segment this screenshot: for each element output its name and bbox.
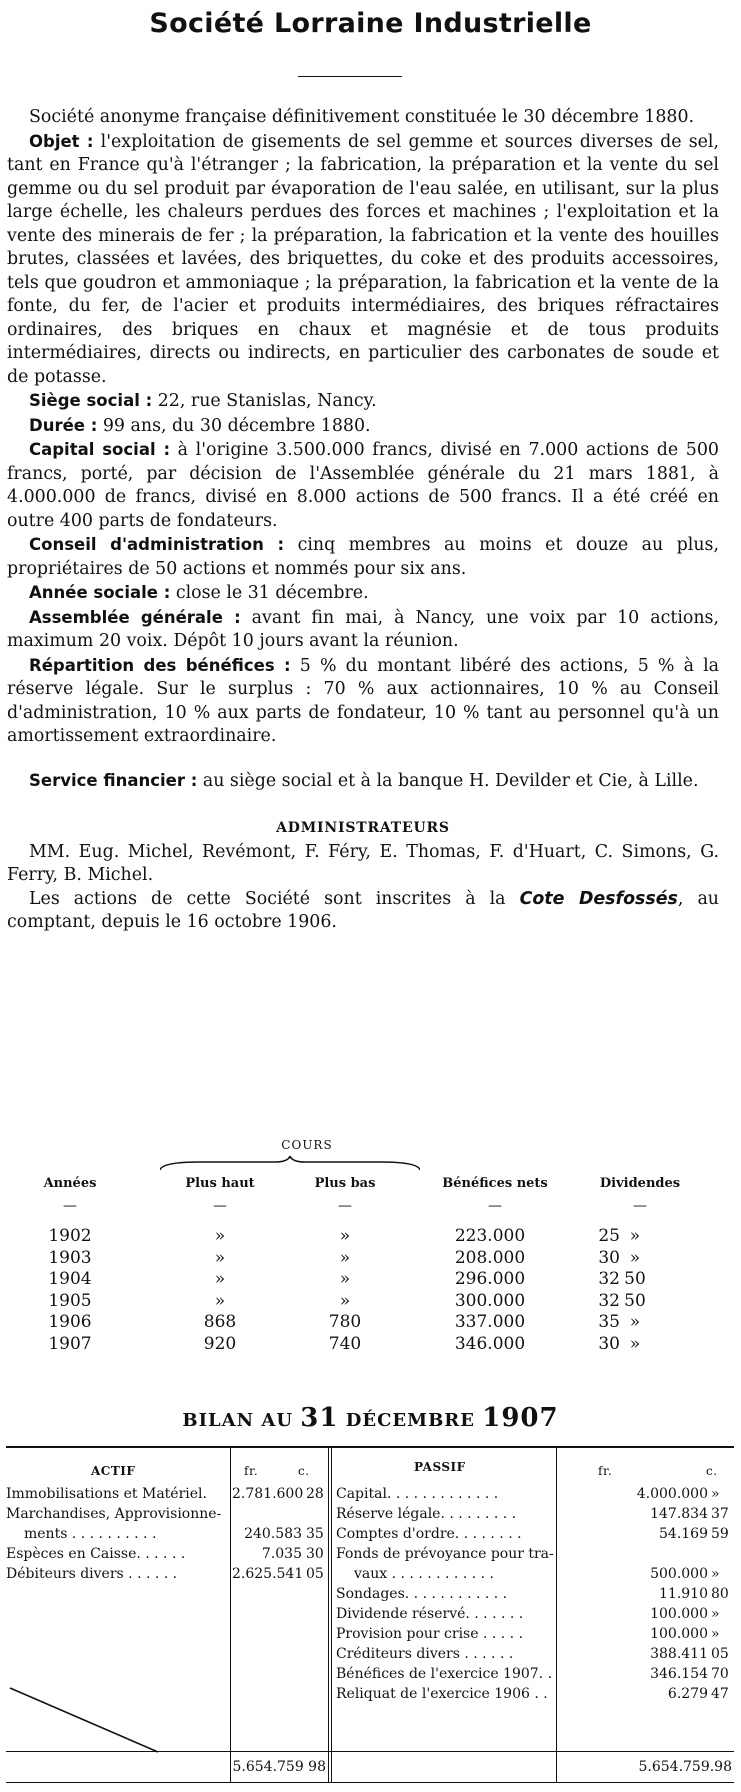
bilan-divider-1 bbox=[230, 1446, 231, 1782]
table-cell: 35 bbox=[598, 1312, 620, 1333]
administrateurs-heading: ADMINISTRATEURS bbox=[276, 820, 450, 836]
header-plus-haut: Plus haut bbox=[185, 1176, 255, 1191]
table-cell: 50 bbox=[624, 1290, 646, 1311]
table-cell: » bbox=[339, 1226, 351, 1246]
dash-annees: — bbox=[63, 1198, 77, 1214]
table-row bbox=[0, 1248, 741, 1271]
table-cell: 868 bbox=[203, 1312, 237, 1333]
bilan-row-centimes: 70 bbox=[711, 1666, 729, 1682]
table-cell: 1904 bbox=[48, 1269, 92, 1290]
table-cell: 337.000 bbox=[454, 1312, 526, 1333]
document-title: Société Lorraine Industrielle bbox=[149, 8, 592, 39]
table-cell: » bbox=[339, 1290, 351, 1311]
table-cell: 1903 bbox=[48, 1247, 92, 1268]
total-passif: 5.654.759.98 bbox=[638, 1759, 732, 1775]
table-cell: » bbox=[629, 1312, 641, 1333]
bilan-row-label: Dividende réservé. . . . . . . bbox=[336, 1606, 524, 1622]
table-cell: » bbox=[214, 1247, 226, 1268]
actif-header: ACTIF bbox=[91, 1464, 136, 1478]
table-cell: 50 bbox=[624, 1269, 646, 1290]
table-cell: 25 bbox=[598, 1226, 620, 1246]
section-conseil: Conseil d'administration : cinq membres au moins et douze au plus, propriétaires de 50 actions et nommés pour six ans. bbox=[7, 535, 719, 579]
bilan-row-centimes: » bbox=[711, 1626, 720, 1642]
bilan-row-label: Créditeurs divers . . . . . . bbox=[336, 1646, 514, 1662]
bilan-row-label: Réserve légale. . . . . . . . . bbox=[336, 1506, 517, 1522]
bilan-divider-3 bbox=[556, 1446, 557, 1782]
table-cell: 1906 bbox=[48, 1312, 92, 1333]
dash-dividendes: — bbox=[633, 1198, 647, 1214]
bilan-row-francs: 6.279 bbox=[667, 1686, 708, 1702]
table-cell: 740 bbox=[328, 1334, 362, 1354]
table-cell: » bbox=[339, 1269, 351, 1290]
bilan-divider-2b bbox=[331, 1446, 332, 1782]
bilan-row-francs: 2.625.541 bbox=[232, 1566, 304, 1582]
bilan-row-centimes: 37 bbox=[711, 1506, 729, 1522]
header-dividendes: Dividendes bbox=[599, 1176, 681, 1191]
table-cell: » bbox=[214, 1269, 226, 1290]
table-cell: 30 bbox=[598, 1334, 620, 1354]
bilan-divider-2 bbox=[328, 1446, 329, 1782]
table-cell: 223.000 bbox=[454, 1226, 526, 1246]
table-row bbox=[0, 1226, 741, 1249]
dash-plus-haut: — bbox=[213, 1198, 227, 1214]
bilan-row-centimes: » bbox=[711, 1606, 720, 1622]
table-cell: 300.000 bbox=[454, 1290, 526, 1311]
bilan-row-label: vaux . . . . . . . . . . . . bbox=[354, 1566, 494, 1582]
header-benefices-nets: Bénéfices nets bbox=[442, 1176, 548, 1191]
passif-header: PASSIF bbox=[414, 1460, 466, 1474]
bilan-row-label: Comptes d'ordre. . . . . . . . bbox=[336, 1526, 522, 1542]
table-cell: 208.000 bbox=[454, 1247, 526, 1268]
bilan-row-label: Débiteurs divers . . . . . . bbox=[6, 1566, 178, 1582]
table-cell: 346.000 bbox=[454, 1334, 526, 1354]
table-cell: 32 bbox=[598, 1269, 620, 1290]
table-cell: 1907 bbox=[48, 1334, 92, 1354]
table-cell: 780 bbox=[328, 1312, 362, 1333]
section-service: Service financier : au siège social et à la banque H. Devilder et Cie, à Lille. bbox=[29, 770, 699, 791]
cours-brace bbox=[160, 1156, 420, 1172]
bilan-row-label: Provision pour crise . . . . . bbox=[336, 1626, 524, 1642]
table-cell: » bbox=[214, 1290, 226, 1311]
section-repartition: Répartition des bénéfices : 5 % du montant libéré des actions, 5 % à la réserve légale. Sur le surplus : 70 % aux actionnaires, 10 % au Conseil d'administration, 10 % aux parts de fondateur, 10 % tant au personnel qu'à un amortissement extraordinaire. bbox=[7, 655, 720, 746]
table-cell: » bbox=[339, 1247, 351, 1268]
bilan-row-label: Espèces en Caisse. . . . . . bbox=[6, 1546, 186, 1562]
bilan-row-francs: 4.000.000 bbox=[636, 1486, 708, 1502]
table-row bbox=[0, 1269, 741, 1292]
section-annee: Année sociale : close le 31 décembre. bbox=[29, 583, 369, 603]
bilan-row-francs: 147.834 bbox=[650, 1506, 708, 1522]
header-annees: Années bbox=[43, 1176, 97, 1191]
table-cell: » bbox=[629, 1334, 641, 1354]
table-cell: 32 bbox=[598, 1290, 620, 1311]
bilan-row-centimes: 30 bbox=[306, 1546, 324, 1562]
table-cell: 920 bbox=[203, 1334, 237, 1354]
bilan-row-label: Bénéfices de l'exercice 1907. . bbox=[336, 1666, 553, 1682]
dash-benefices: — bbox=[488, 1198, 502, 1214]
passif-unit-fr: fr. bbox=[598, 1464, 613, 1478]
bilan-row-label: ments . . . . . . . . . . bbox=[24, 1526, 157, 1542]
bilan-row-francs: 100.000 bbox=[650, 1626, 708, 1642]
dash-plus-bas: — bbox=[338, 1198, 352, 1214]
table-cell: » bbox=[629, 1226, 641, 1246]
bilan-row-francs: 2.781.600 bbox=[232, 1486, 304, 1502]
section-assemblee: Assemblée générale : avant fin mai, à Nancy, une voix par 10 actions, maximum 20 voix. Dépôt 10 jours avant la réunion. bbox=[7, 607, 720, 651]
table-cell: » bbox=[629, 1247, 641, 1268]
bilan-row-centimes: » bbox=[711, 1486, 720, 1502]
table-cell: 296.000 bbox=[454, 1269, 526, 1290]
intro-paragraph: Société anonyme française définitivement constituée le 30 décembre 1880. bbox=[29, 107, 695, 127]
bilan-row-label: Immobilisations et Matériel. bbox=[6, 1486, 207, 1502]
table-cell: » bbox=[214, 1226, 226, 1246]
section-siege: Siège social : 22, rue Stanislas, Nancy. bbox=[29, 391, 377, 411]
bilan-row-centimes: 47 bbox=[711, 1686, 729, 1702]
cours-group-header: COURS bbox=[281, 1138, 333, 1152]
bilan-row-centimes: 28 bbox=[306, 1486, 324, 1502]
bilan-row-francs: 500.000 bbox=[650, 1566, 708, 1582]
header-plus-bas: Plus bas bbox=[314, 1176, 376, 1191]
bilan-row-label: Reliquat de l'exercice 1906 . . bbox=[336, 1686, 548, 1702]
total-actif: 5.654.759 98 bbox=[232, 1759, 326, 1775]
table-cell: 1905 bbox=[48, 1290, 92, 1311]
bilan-row-francs: 11.910 bbox=[659, 1586, 708, 1602]
bilan-row-label: Marchandises, Approvisionne- bbox=[6, 1506, 222, 1522]
title-rule bbox=[298, 76, 402, 77]
bilan-row-centimes: 05 bbox=[306, 1566, 324, 1582]
cotation-paragraph: Les actions de cette Société sont inscrites à la Cote Desfossés, au comptant, depuis le 16 octobre 1906. bbox=[7, 888, 720, 932]
section-capital: Capital social : à l'origine 3.500.000 francs, divisé en 7.000 actions de 500 francs, porté, par décision de l'Assemblée générale du 21 mars 1881, à 4.000.000 de francs, divisé en 8.000 actions de 500 francs. Il a été créé en outre 400 parts de fondateurs. bbox=[7, 440, 719, 531]
section-objet: Objet : l'exploitation de gisements de sel gemme et sources diverses de sel, tant en France qu'à l'étranger ; la fabrication, la préparation et la vente du sel gemme ou du sel produit par évaporation de l'eau salée, en utilisant, sur la plus large échelle, les chaleurs perdues des forces et machines ; l'exploitation et la vente des minerais de fer ; la préparation, la fabrication et la vente des houilles brutes, classées et lavées, des briquettes, du coke et des produits accessoires, tels que goudron et ammoniaque ; la préparation, la fabrication et la vente de la fonte, du fer, de l'acier et produits intermédiaires, des briques réfractaires ordinaires, des briques en chaux et magnésie et de tous produits intermédiaires, directs ou indirects, en particulier des carbonates de soude et de potasse. bbox=[7, 131, 720, 387]
bilan-row-francs: 54.169 bbox=[659, 1526, 708, 1542]
table-cell: 1902 bbox=[48, 1226, 92, 1246]
bilan-top-rule bbox=[6, 1446, 734, 1448]
actif-unit-c: c. bbox=[298, 1464, 310, 1478]
section-duree: Durée : 99 ans, du 30 décembre 1880. bbox=[29, 415, 371, 436]
table-row bbox=[0, 1312, 741, 1335]
bilan-row-centimes: 05 bbox=[711, 1646, 729, 1662]
bilan-row-centimes: 35 bbox=[306, 1526, 324, 1542]
passif-unit-c: c. bbox=[706, 1464, 718, 1478]
table-row bbox=[0, 1334, 741, 1357]
administrateurs-list: MM. Eug. Michel, Revémont, F. Féry, E. Thomas, F. d'Huart, C. Simons, G. Ferry, B. Michel. bbox=[7, 841, 719, 885]
bilan-row-francs: 346.154 bbox=[650, 1666, 708, 1682]
bilan-table bbox=[6, 1446, 734, 1786]
actif-unit-fr: fr. bbox=[244, 1464, 259, 1478]
bilan-row-label: Fonds de prévoyance pour tra- bbox=[336, 1546, 554, 1562]
bilan-bottom-rule bbox=[6, 1782, 734, 1783]
bilan-title: BILAN AU 31 DÉCEMBRE 1907 bbox=[182, 1403, 559, 1433]
table-cell: 30 bbox=[598, 1247, 620, 1268]
bilan-row-centimes: 59 bbox=[711, 1526, 729, 1542]
table-row bbox=[0, 1291, 741, 1314]
bilan-row-centimes: 80 bbox=[711, 1586, 729, 1602]
bilan-row-label: Sondages. . . . . . . . . . . . bbox=[336, 1586, 508, 1602]
bilan-row-centimes: » bbox=[711, 1566, 720, 1582]
bilan-row-francs: 100.000 bbox=[650, 1606, 708, 1622]
bilan-row-francs: 240.583 bbox=[244, 1526, 302, 1542]
document-body bbox=[7, 106, 719, 935]
bilan-row-label: Capital. . . . . . . . . . . . . bbox=[336, 1486, 499, 1502]
actif-cancel-stroke bbox=[6, 1686, 230, 1756]
bilan-row-francs: 388.411 bbox=[650, 1646, 708, 1662]
bilan-row-francs: 7.035 bbox=[261, 1546, 302, 1562]
